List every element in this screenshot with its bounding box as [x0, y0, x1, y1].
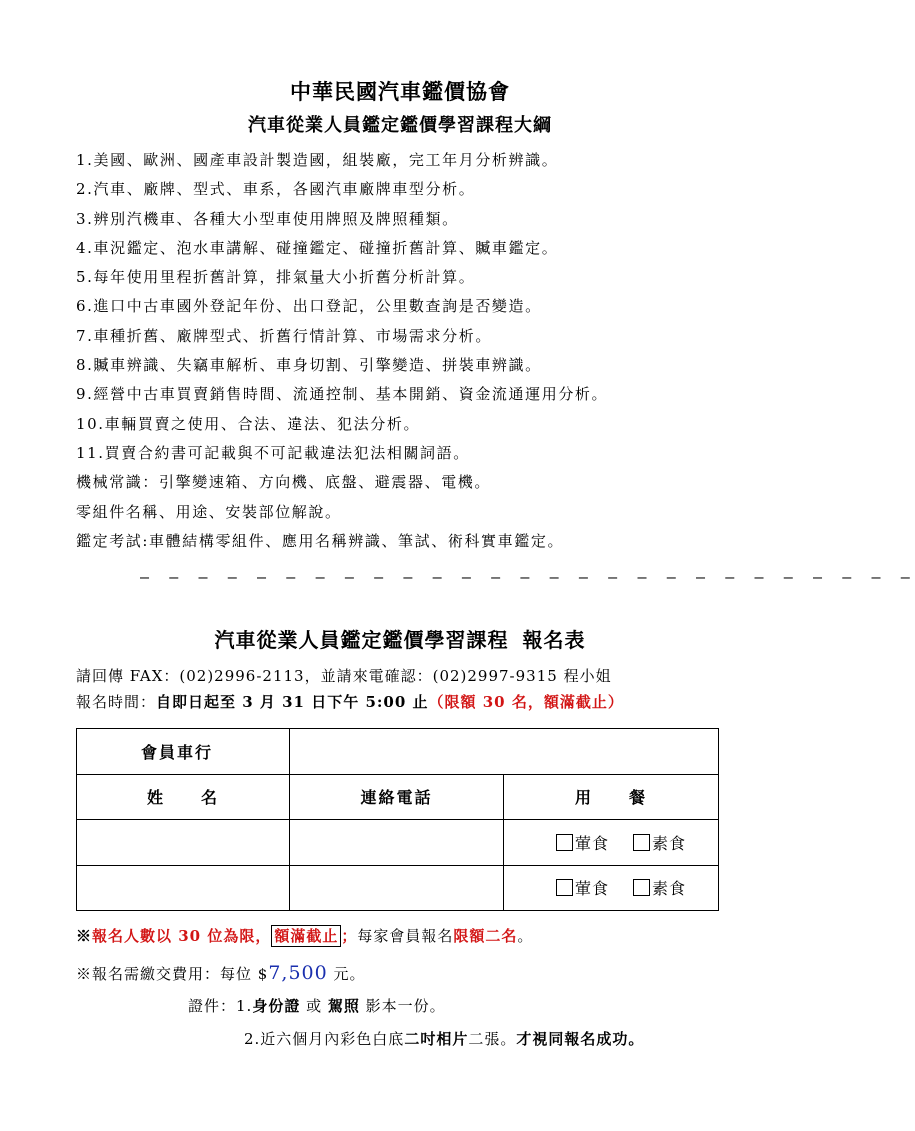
dealer-label: 會員車行 — [77, 729, 290, 775]
meat-checkbox[interactable] — [556, 879, 573, 896]
syllabus-item: 機械常識：引擎變速箱、方向機、底盤、避震器、電機。 — [76, 473, 492, 492]
documents-line-1 — [188, 995, 446, 1016]
docs-driver-license: 駕照 — [327, 997, 360, 1015]
docs-prefix: 證件：1. — [188, 997, 253, 1015]
name-field[interactable] — [77, 865, 290, 911]
docs-id-card: 身份證 — [252, 997, 301, 1015]
meat-checkbox[interactable] — [556, 834, 573, 851]
full-stop-boxed: 額滿截止 — [271, 925, 341, 947]
syllabus-title: 汽車從業人員鑑定鑑價學習課程大綱 — [248, 115, 552, 136]
meat-option-label: 葷食 — [574, 879, 609, 899]
syllabus-item: 9.經營中古車買賣銷售時間、流通控制、基本開銷、資金流通運用分析。 — [76, 385, 609, 404]
docs2-mid: 二張。 — [468, 1030, 517, 1048]
quota-end: 。 — [517, 927, 534, 945]
registration-period-line — [76, 691, 624, 712]
fee-prefix: ※報名需繳交費用：每位 $ — [76, 965, 269, 983]
syllabus-item: 8.贓車辨識、失竊車解析、車身切割、引擎變造、拼裝車辨識。 — [76, 356, 542, 375]
phone-column-header: 連絡電話 — [290, 774, 504, 820]
syllabus-item: 6.進口中古車國外登記年份、出口登記，公里數查詢是否變造。 — [76, 297, 542, 316]
organization-title: 中華民國汽車鑑價協會 — [290, 79, 510, 104]
syllabus-item: 7.車種折舊、廠牌型式、折舊行情計算、市場需求分析。 — [76, 326, 492, 345]
veg-option-label: 素食 — [651, 879, 686, 899]
name-field[interactable] — [77, 820, 290, 866]
period-limit: （限額 30 名，額滿截止） — [428, 693, 624, 711]
syllabus-item: 5.每年使用里程折舊計算，排氣量大小折舊分析計算。 — [76, 268, 476, 287]
phone-field[interactable] — [290, 865, 504, 911]
period-value: 自即日起至 3 月 31 日下午 5:00 止 — [156, 693, 429, 711]
dealer-row — [77, 729, 719, 775]
docs-copy: 影本一份。 — [359, 997, 446, 1015]
table-row — [77, 820, 719, 866]
period-label: 報名時間： — [76, 693, 157, 711]
table-row — [77, 865, 719, 911]
meat-option-label: 葷食 — [574, 833, 609, 853]
docs2-success: 才視同報名成功。 — [516, 1030, 645, 1048]
reference-mark: ※ — [76, 927, 93, 945]
phone-field[interactable] — [290, 820, 504, 866]
syllabus-item: 2.汽車、廠牌、型式、車系，各國汽車廠牌車型分析。 — [76, 180, 476, 199]
name-column-header: 姓 名 — [77, 774, 290, 820]
meal-options — [504, 865, 719, 911]
quota-per-member-text: 每家會員報名 — [357, 927, 454, 945]
docs2-photo: 二吋相片 — [404, 1030, 469, 1048]
dealer-field[interactable] — [290, 729, 719, 775]
veg-checkbox[interactable] — [633, 834, 650, 851]
fee-note — [76, 962, 366, 984]
fee-suffix: 元。 — [327, 965, 366, 983]
registration-table — [76, 728, 719, 911]
meal-options — [504, 820, 719, 866]
syllabus-item: 3.辨別汽機車、各種大小型車使用牌照及牌照種類。 — [76, 209, 459, 228]
meal-column-header: 用 餐 — [504, 774, 719, 820]
fee-amount: 7,500 — [268, 962, 328, 984]
syllabus-item: 零組件名稱、用途、安裝部位解說。 — [76, 502, 342, 521]
registration-form-title: 汽車從業人員鑑定鑑價學習課程 報名表 — [214, 628, 586, 652]
dashed-divider: — — — — — — — — — — — — — — — — — — — — — — — — — — — — [140, 568, 915, 586]
docs2-prefix: 2.近六個月內彩色白底 — [244, 1030, 405, 1048]
quota-note — [76, 925, 533, 946]
table-header-row — [77, 774, 719, 820]
syllabus-item: 4.車況鑑定、泡水車講解、碰撞鑑定、碰撞折舊計算、贓車鑑定。 — [76, 238, 559, 257]
syllabus-item: 11.買賣合約書可記載與不可記載違法犯法相關詞語。 — [76, 443, 470, 462]
documents-line-2 — [244, 1028, 644, 1049]
syllabus-item: 鑑定考試:車體結構零組件、應用名稱辨識、筆試、術科實車鑑定。 — [76, 531, 565, 550]
quota-semicolon: ； — [341, 927, 358, 945]
syllabus-item: 1.美國、歐洲、國產車設計製造國，組裝廠，完工年月分析辨識。 — [76, 151, 559, 169]
syllabus-item: 10.車輛買賣之使用、合法、違法、犯法分析。 — [76, 414, 421, 433]
syllabus-list — [76, 146, 608, 556]
quota-per-member-limit: 限額二名 — [453, 927, 518, 945]
fax-contact-line: 請回傳 FAX：(02)2996-2113，並請來電確認：(02)2997-9315 程小姐 — [76, 667, 612, 685]
docs-or: 或 — [300, 997, 328, 1015]
veg-checkbox[interactable] — [633, 879, 650, 896]
veg-option-label: 素食 — [651, 833, 686, 853]
quota-limit-text: 報名人數以 30 位為限， — [92, 927, 272, 945]
